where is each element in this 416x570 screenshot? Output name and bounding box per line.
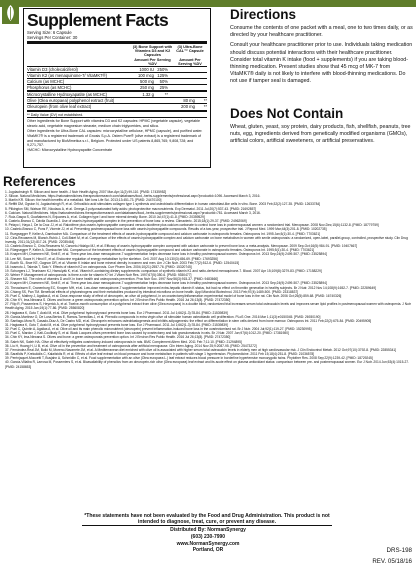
directions-heading: Directions xyxy=(230,7,297,22)
nutrient-name: Oleuropein (from olive leaf extract) xyxy=(27,104,132,110)
distributor-block xyxy=(108,527,308,554)
leaf-logo-icon xyxy=(2,2,19,24)
daily-value: 50% xyxy=(156,79,173,85)
reference-item: 17. Booth SL, Broe KE, Gagnon DR, et al. Vitamin K intake and bone mineral density in women and men. Am J Clin Nutr. 2003 Feb;77(2):512-6. [PMID: 12540415] xyxy=(5,260,240,265)
reference-item: 29. García-Martínez O, De Luna-Bertos E, Ramos-Torrecillas J, et al. Phenolic compounds in extra virgin olive oil stimulate human osteoblastic cell proliferation. PLoS One. 2016 Mar 1;11(3):e0150045. [PMID: 26930190] xyxy=(5,314,321,319)
reference-item: 10. Castelo-Branco C, Pons F, Vicente JJ, et al. Preventing postmenopausal bone loss with ossein-hydroxyapatite compounds. Results of a two-year, prospective trial. J Reprod Med. 1999 Mar;44(3):201-8. [PMID: 10202735] xyxy=(5,227,327,232)
amount: 1.32 g xyxy=(132,91,156,98)
nutrient-table xyxy=(27,45,207,109)
amount xyxy=(132,104,156,110)
directions-paragraph: Consume the contents of one packet with a meal, one to two times daily, or as directed by your healthcare practitioner. xyxy=(230,25,413,39)
fda-disclaimer: *These statements have not been evaluated by the Food and Drug Administration. This product is not intended to diagnose, treat, cure, or prevent any disease. xyxy=(84,513,330,525)
other-ingredients-2: Other ingredients for Ultra-Bone CAL capsules: microcrystalline cellulose, HPMC (capsule), and purified water. xyxy=(27,128,203,133)
column-header-ultra-bone: (3) Ultra-Bone CAL™ Capsule xyxy=(176,45,204,54)
reference-item: 34. Chin KY, Ima-Nirwana S. Olives and bone: a green osteoporosis prevention option. Int J Environ Res Public Health. 2016 Jul 26;13(8). [PMID: 27472350] xyxy=(5,335,231,340)
reference-item: 22. Knapen MH, Drummen NE, Smit E, et al. Three-year low-dose menaquinone-7 supplementation helps decrease bone loss in healthy postmenopausal women. Osteoporos Int. 2013 Sep;24(9):2499-507. [PMID: 23525894] xyxy=(5,281,327,286)
reference-item: 23. Theuwissen E, Cranenburg EC, Knapen MH, et al. Low-dose menaquinone-7 supplementation improved extra-hepatic vitamin K status, but had no effect on thrombin generation in healthy subjects. Br J Nutr. 2012 Nov 14;108(9):1652-7. [PMID: 22289649] xyxy=(5,285,376,290)
distributor-phone: (603) 230-7990 xyxy=(190,533,226,540)
daily-value: 25% xyxy=(156,85,173,92)
reference-item: 21. Shearer MJ. The roles of vitamins D and K in bone health and osteoporosis prevention. Proc Nutr Soc. 1997 Nov;56(3):915-37. [PMID: 9483660] xyxy=(5,277,219,282)
reference-item: 5. Pilkington SM, Watson RE, Nicolaou A, et al. Omega-3 polyunsaturated fatty acids: photoprotective macronutrients. Exp Dermatol. 2011 Jul;20(7):537-43. [PMID: 21692857] xyxy=(5,206,257,211)
amount: 80 mg xyxy=(173,98,197,104)
reference-item: 15. Knapen MH, Drummen NE, Smit E, et al. Three-year low-dose menaquinone-7 supplementation helps decrease bone loss in healthy postmenopausal women. Osteoporos Int. 2013 Sep;24(9):2499-507. [PMID: 23525894] xyxy=(5,252,327,257)
nutrient-name: Phosphorus (as MCHC) xyxy=(27,85,132,92)
reference-item: 11. Ruegsegger P, Keller A, Dambacher MA. Comparison of the treatment effects of ossein-hydroxyapatite compound and calcium carbonate in osteoporotic females. Osteoporos Int. 1995 Jan;5(1):30-4. [PMID: 7703621] xyxy=(5,231,321,236)
distributor-website: www.NormanSynergy.com xyxy=(176,540,240,547)
reference-item: 35. Saleh NK, Saleh HA. Olive oil effectively mitigates ovariectomy-induced osteoporosis in rats. BMC Complement Altern Med. 2011 Feb 7;11:10. [PMID: 21294895] xyxy=(5,339,242,344)
reference-item: 19. Schurgers LJ, Teunissen KJ, Hamulyák K, et al. Vitamin K-containing dietary supplements: comparison of synthetic vitamin K1 and natto-derived menaquinone-7. Blood. 2007 Apr 15;109(8):3279-83. [PMID: 17158229] xyxy=(5,268,322,273)
reference-item: 20. Weber P. Management of osteoporosis: is there a role for vitamin K? Int J Vitam Nutr Res. 1997;67(5):350-6. [PMID: 9350477] xyxy=(5,273,192,278)
nutrient-name: Microcrystalline Hydroxyapatite (as MCHC) xyxy=(27,91,132,98)
column-header-bone-support: (3) Bone Support with Vitamins D3 and K2 Capsules xyxy=(132,45,173,58)
reference-item: 7. Ruiz-Gaspa S, Guañabens N, Enjuanes A, et al. Collagen type I and bone mineral density. Bone. 2010 Jul;47(1):41-8. [PMID: 20359529] xyxy=(5,214,205,219)
does-not-contain-body: Wheat, gluten, yeast, soy protein, dairy products, fish, shellfish, peanuts, tree nuts, egg, ingredients derived from genetically modified organisms (GMOs), artificial colors, artificial sweeteners, or artificial preservatives. xyxy=(230,124,411,145)
reference-item: 16. Lee NK, Sowa H, Hinoi E, et al. Endocrine regulation of energy metabolism by the skeleton. Cell. 2007 Aug 10;130(3):456-69. [PMID: 17693256] xyxy=(5,256,218,261)
daily-value: 250% xyxy=(156,67,173,73)
reference-item: 2. Silicon. Natural Medicines. https://naturalmedicines.therapeuticresearch.com/databases/food,-herbs-supplements/professional.aspx?productid=1096. Accessed March 3, 2016. xyxy=(5,194,261,199)
divider xyxy=(27,117,207,118)
table-row xyxy=(27,104,207,110)
directions-paragraph: Consult your healthcare practitioner prior to use. Individuals taking medication should discuss potential interactions with their healthcare practitioner. Consider total vitamin K intake (food + supplements) if you are taking blood-thinning medication. Present studies show that 45 mcg of MK-7 from VitaMK7® daily is not likely to interfere with blood-thinning medications. Do not use if tamper seal is damaged. xyxy=(230,42,413,85)
reference-item: 9. Pelayo I, Haya J, De la Cruz JJ, et al. Raloxifene plus ossein-hydroxyapatite compound versus raloxifene plus calcium carbonate to control bone loss in postmenopausal women: a randomized trial. Menopause. 2008 Nov-Dec;15(6):1132-8. [PMID: 18779759] xyxy=(5,223,379,228)
table-subheader-row xyxy=(27,58,207,67)
serving-size: Serving Size: 6 Capsule xyxy=(27,30,72,35)
reference-item: 39. Perrinjaquet-Moccetti T, Busjahn A, Schmidlin C, et al. Food supplementation with an olive (Olea europaea L.) leaf extract reduces blood pressure in borderline hypertensive monozygotic twins. Phytother Res. 2008 Sep;22(9):1239-42. [PMID: 18729245] xyxy=(5,356,373,361)
nutrient-name: Vitamin K2 (as menaquinone-7/ VitaMK7®) xyxy=(27,73,132,79)
reference-item: 8. Castelo-Branco C, Dávila Guardia J. Use of ossein-hydroxyapatite complex in the prevention of bone loss: a review. Climacteric. 2015;18(1):29-37. [PMID: 24962069] xyxy=(5,219,247,224)
distributor-name: Distributed By: NormanSynergy xyxy=(170,527,246,533)
reference-item: 24. Chiang SS, Pan TM. Beneficial effects of phytoestrogens and their metabolites produced by intestinal microflora on bone health. Appl Microbiol Biotechnol. 2013 Feb;97(4):1489-500. [PMID: 23318837] xyxy=(5,289,299,294)
reference-item: 28. Hagiwara K, Goto T, Araki M, et al. Olive polyphenol hydroxytyrosol prevents bone loss. Eur J Pharmacol. 2011 Jul 1;662(1-3):78-84. [PMID: 21539839] xyxy=(5,310,228,315)
daily-value-note: ** Daily Value (DV) not established. xyxy=(27,113,84,118)
reference-item: 31. Hagiwara K, Goto T, Araki M, et al. Olive polyphenol hydroxytyrosol prevents bone loss. Eur J Pharmacol. 2011 Jul 1;662(1-3):78-84. [PMID: 21539839] xyxy=(5,323,228,327)
references-heading: References xyxy=(3,174,76,189)
reference-item: 18. Iwamoto J, Takeda T, Sato Y. Effects of vitamin K2 on osteoporosis. Curr Pharm Des. 2004;10(21):2557-76. [PMID: 15320745] xyxy=(5,264,192,269)
reference-item: 26. Chin KY, Ima-Nirwana S. Olives and bone: a green osteoporosis prevention option. Int J Environ Res Public Health. 2016 Jul 26;13(8). [PMID: 27472350] xyxy=(5,298,231,303)
other-ingredients-1: Other ingredients for Bone Support with vitamins D3 and K2 capsules: HPMC (vegetable capsule), vegetable stearic acid, vegetable magnesium stearate, medium chain triglycerides, and silica. xyxy=(27,119,200,128)
nutrient-name: Olive (Olea europaea) polyphenol extract (fruit) xyxy=(27,98,132,104)
reference-item: 6. Calcium. Natural Medicines. https://naturalmedicines.therapeuticresearch.com/databases/food,-herbs-supplements/professional.aspx?productid=781. Accessed March 3, 2016. xyxy=(5,210,261,215)
reference-item: 40. García-Villalba R, Larrosa M, Possemiers S, et al. Bioavailability of phenolics from an oleuropein-rich olive (Olea europaea) leaf extract and its acute effect on plasma antioxidant status: comparison between pre- and postmenopausal women. Eur J Nutr. 2014 Jun;53(4):1015-27. [PMID: 24158653] xyxy=(5,360,409,369)
reference-item: 36. Liu H, Huang H, Li B, et al. Olive oil in the prevention and treatment of osteoporosis after artificial menopause. Clin Interv Aging. 2014 Nov 25;9:2087-95. [PMID: 25473272] xyxy=(5,343,257,348)
supplement-facts-panel xyxy=(23,8,211,168)
reference-item: 30. Santiago-Mora R, Casado-Díaz A, De Castro MD, et al. Oleuropein enhances osteoblastogenesis and inhibits adipogenesis: the effect on differentiation in stem cells derived from bone marrow. Osteoporos Int. 2011 Feb;22(2):675-84. [PMID: 20495905] xyxy=(5,318,372,323)
reference-item: 38. Sarafidis P, Krekukidis C, Kalaitzidis R, et al. Effects of olive leaf extract on blood pressure and bone metabolism in patients with stage 1 hypertension. Phytomedicine. 2011 Feb 15;18(4):251-8. [PMID: 21036578] xyxy=(5,352,315,357)
daily-value xyxy=(156,104,173,110)
amount: 200 mg xyxy=(173,104,197,110)
daily-value: ** xyxy=(197,104,207,110)
amount: 500 mg xyxy=(132,79,156,85)
reference-item: 14. Rüegsegger P, Keller A, Dambacher MA. Comparison of the treatment effects of ossein-hydroxyapatite compound and calcium carbonate in osteoporotic females. Osteoporos Int. 1995;5(1):30-4. [PMID: 7703621] xyxy=(5,248,315,253)
revision-code: REV. 05/18/16 xyxy=(372,558,412,565)
distributor-location: Portland, OR xyxy=(192,547,224,554)
reference-item: 32. Puel C, Quintin A, Agalias A, et al. Olive oil and its main phenolic micronutrient (oleuropein) prevent inflammation-induced bone loss in the ovariectomised rat. Br J Nutr. 2004 Jul;92(1):119-27. [PMID: 15230995] xyxy=(5,327,312,332)
mchc-note: †MCHC: Microcrystalline Hydroxyapatite Concentrate xyxy=(27,148,113,153)
reference-item: 25. Puel C, Mathey J, Agalias A, et al. Dose-response study of effect of oleuropein, an olive oil polyphenol, in an ovariectomy/inflammation experimental model of bone loss in the rat. Clin Nutr. 2006 Oct;25(5):859-68. [PMID: 16740326] xyxy=(5,293,342,298)
reference-item: 13. Castelo-Branco C, Ciria-Recasens M, Cancelo-Hidalgo MJ, et al. Efficacy of ossein-hydroxyapatite complex compared with calcium carbonate to prevent bone loss: a meta-analysis. Menopause. 2009 Sep-Oct;16(5):984-91. [PMID: 19407667] xyxy=(5,244,358,249)
reference-item: 27. Filip R, Possemiers S, Heyerick A, et al. Twelve-month consumption of a polyphenol extract from olive (Olea europaea) in a double blind, randomized trial increases serum total osteocalcin levels and improves serum lipid profiles in postmenopausal women with osteopenia. J Nutr Health Aging. 2015 Jan;19(1):77-86. [PMID: 25560820] xyxy=(5,302,411,311)
directions-body xyxy=(230,25,413,89)
does-not-contain-heading: Does Not Contain xyxy=(230,106,344,121)
divider xyxy=(27,41,207,44)
references-list xyxy=(5,190,412,369)
product-code: DRS-198 xyxy=(386,547,412,554)
supplement-facts-title: Supplement Facts xyxy=(27,10,169,30)
reference-item: 12. Ciria-Recasens M, Blanch-Rubió J, Coll-Batet M, et al. Comparison of the effects of ossein-hydroxyapatite complex and calcium carbonate on bone metabolism in women with senile osteoporosis: a randomized, open-label, parallel-group, controlled, prospective study. Clin Drug Investig. 2011;31(12):817-24. [PMID: 22035464] xyxy=(5,235,408,244)
amount: 100 mcg xyxy=(132,73,156,79)
daily-value: 125% xyxy=(156,73,173,79)
daily-value: ** xyxy=(156,91,173,98)
reference-item: 3. Martin KR. Silicon: the health benefits of a metalloid. Met Ions Life Sci. 2013;13:451-73. [PMID: 24470100] xyxy=(5,198,162,203)
daily-value: ** xyxy=(197,98,207,104)
table-header-row xyxy=(27,45,207,58)
servings-per-container: Servings Per Container: 30 xyxy=(27,35,78,40)
divider xyxy=(27,110,207,112)
amount: 1000 IU xyxy=(132,67,156,73)
column-subheader: Amount Per Serving %DV xyxy=(178,57,202,66)
reference-item: 1. Jugdaohsingh R. Silicon and bone health. J Nutr Health Aging. 2007 Mar-Apr;11(2):99-110. [PMID: 17435952] xyxy=(5,190,167,194)
trademark-note: VitaMK7® is a registered trademark of Gnosis S.p.A. Ostem Pure® (olive extract) is a registered trademark of and manufactured by BioMimetica s.r.l., Belgium. Protected under US patents 8,865,765; 9,808,728; and 9,271,757. xyxy=(27,134,202,147)
reference-item: 33. Puel C, Mardon J, Kati-Coulibaly S, et al. Black Lucques olives prevented bone loss caused by ovariectomy and talc granulomatosis in rats. Br J Nutr. 2007 Jun;97(6):1012-20. [PMID: 17381980] xyxy=(5,331,289,336)
reference-item: 4. Reffitt DM, Ogston N, Jugdaohsingh R, et al. Orthosilicic acid stimulates collagen type 1 synthesis and osteoblastic differentiation in human osteoblast-like cells in vitro. Bone. 2003 Feb;32(2):127-35. [PMID: 12633784] xyxy=(5,202,321,207)
brand-color-bar xyxy=(0,0,416,7)
divider xyxy=(82,525,332,526)
nutrient-name: Vitamin D3 (cholecalciferol) xyxy=(27,67,132,73)
amount: 250 mg xyxy=(132,85,156,92)
reference-item: 37. Fernández-Real JM, Bulló M, Moreno-Navarrete JM, et al. A Mediterranean diet enriched with olive oil is associated with higher serum total osteocalcin levels in elderly men at high cardiovascular risk. J Clin Endocrinol Metab. 2012 Oct;97(10):3792-8. [PMID: 22855341] xyxy=(5,347,397,352)
column-subheader: Amount Per Serving %DV xyxy=(134,57,171,66)
nutrient-name: Calcium (as MCHC) xyxy=(27,79,132,85)
